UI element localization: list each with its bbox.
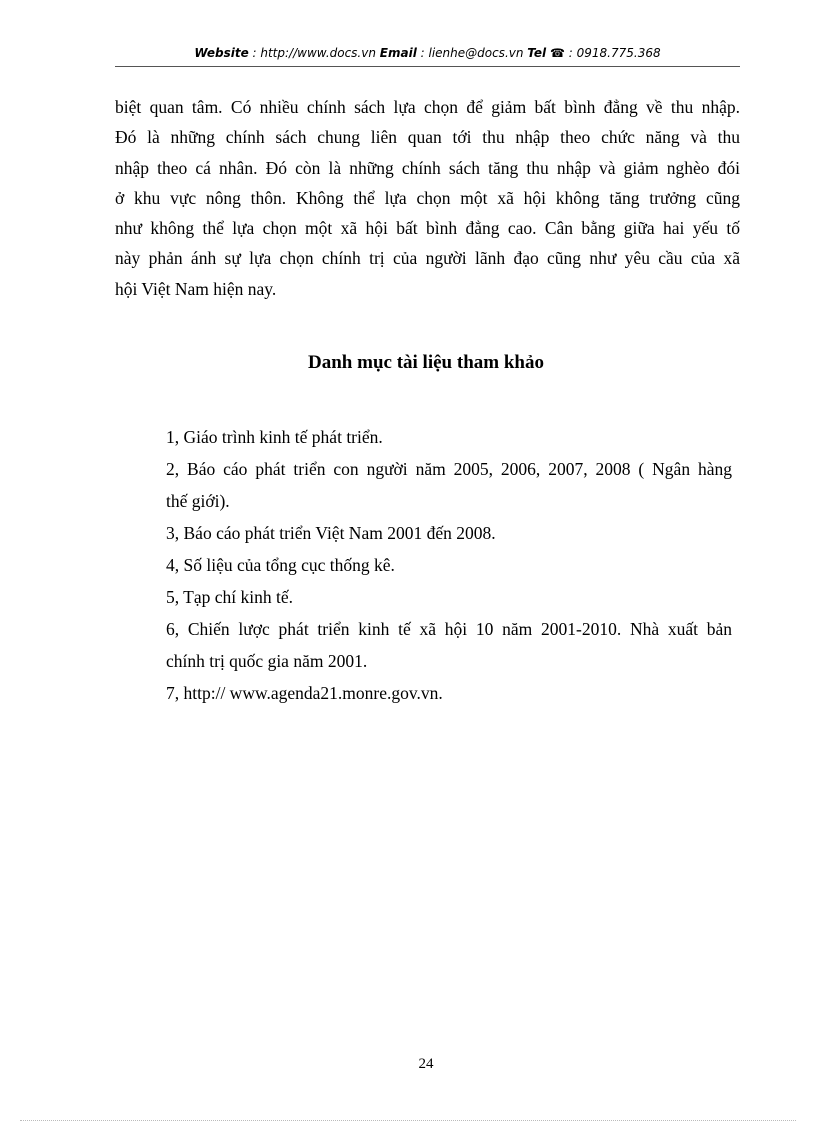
page-header [115, 46, 740, 60]
header-divider [115, 66, 740, 67]
reference-item: 5, Tạp chí kinh tế. [166, 587, 294, 607]
footer-divider [20, 1120, 796, 1121]
reference-item-link: 7, http:// www.agenda21.monre.gov.vn. [166, 683, 443, 703]
reference-item: 3, Báo cáo phát triển Việt Nam 2001 đến 2008. [166, 523, 496, 543]
tel-value: : 0918.775.368 [564, 46, 661, 60]
body-paragraph [115, 92, 740, 304]
paragraph-line: như không thể lựa chọn một xã hội bất bình đẳng cao. Cân bằng giữa hai yếu tố [115, 218, 740, 239]
references-heading: Danh mục tài liệu tham khảo [308, 352, 544, 373]
paragraph-line: hội Việt Nam hiện nay. [115, 278, 277, 299]
reference-item-continuation: thế giới). [166, 491, 230, 511]
references-list [166, 421, 732, 709]
website-label: Website [194, 46, 249, 60]
reference-item: 4, Số liệu của tổng cục thống kê. [166, 555, 395, 575]
reference-item-continuation: chính trị quốc gia năm 2001. [166, 651, 368, 671]
paragraph-line: này phản ánh sự lựa chọn chính trị của người lãnh đạo cũng như yêu cầu của xã [115, 248, 740, 269]
reference-item: 6, Chiến lược phát triển kinh tế xã hội 10 năm 2001-2010. Nhà xuất bản [166, 619, 732, 639]
tel-label: Tel [527, 46, 547, 60]
reference-item: 1, Giáo trình kinh tế phát triển. [166, 427, 383, 447]
paragraph-line: nhập theo cá nhân. Đó còn là những chính sách tăng thu nhập và giảm nghèo đói [115, 157, 740, 178]
reference-item: 2, Báo cáo phát triển con người năm 2005, 2006, 2007, 2008 ( Ngân hàng [166, 459, 732, 479]
page-number: 24 [418, 1056, 434, 1072]
paragraph-line: ở khu vực nông thôn. Không thể lựa chọn một xã hội không tăng trưởng cũng [115, 187, 740, 208]
phone-icon: ☎ [550, 46, 565, 60]
website-value: : http://www.docs.vn [248, 46, 380, 60]
paragraph-line: Đó là những chính sách chung liên quan tới thu nhập theo chức năng và thu [115, 127, 740, 148]
paragraph-line: biệt quan tâm. Có nhiều chính sách lựa chọn để giảm bất bình đẳng về thu nhập. [115, 97, 740, 117]
email-label: Email [379, 46, 417, 60]
email-value: : lienhe@docs.vn [416, 46, 528, 60]
